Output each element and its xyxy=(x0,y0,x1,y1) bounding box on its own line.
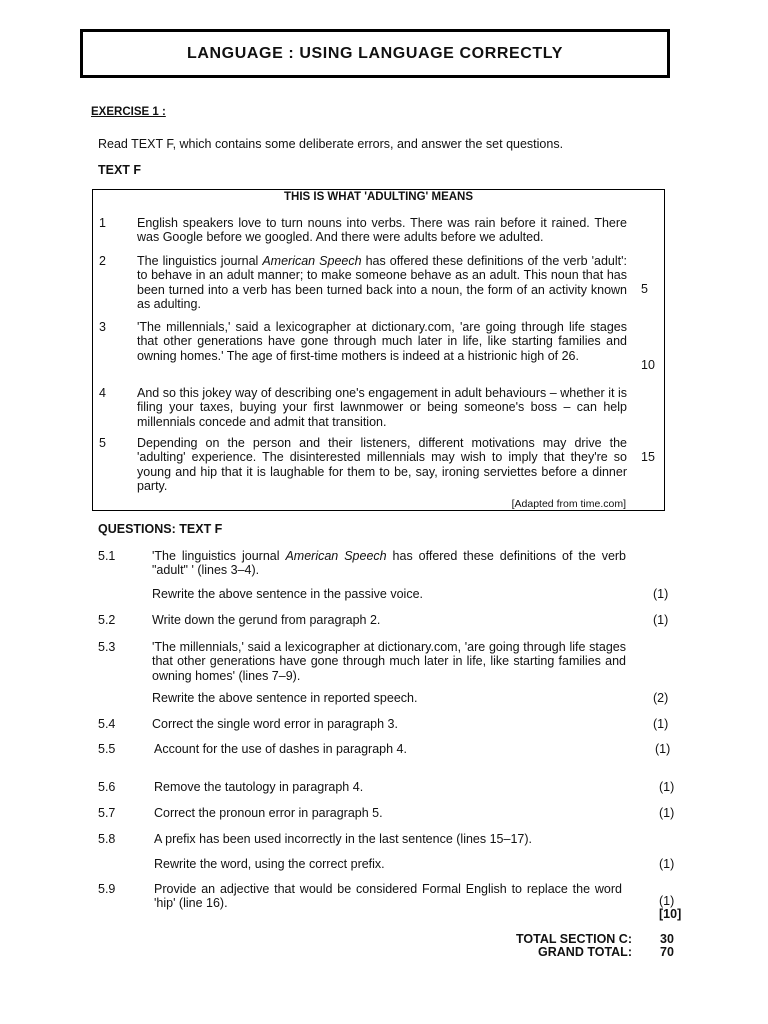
line-number: 5 xyxy=(641,282,648,296)
total-section-value: 30 xyxy=(660,932,674,946)
text-label: TEXT F xyxy=(98,163,142,177)
question-number: 5.5 xyxy=(98,742,116,756)
paragraph-5: Depending on the person and their listeners, different motivations may drive the 'adulting' experience. The disinterested millennials may wish to imply that they're so young and hip that it is laughable for them to be, say, ironing serviettes before a dinner party. xyxy=(137,436,627,493)
paragraph-2: The linguistics journal American Speech has offered these definitions of the verb 'adult': to behave in an adult manner; to make someone behave as an adult. This noun that has been turned into a verb has been turned back into a noun, the form of an activity known as adulting. xyxy=(137,254,627,311)
question-5-4-text: Correct the single word error in paragraph 3. xyxy=(152,717,398,731)
question-mark: (1) xyxy=(659,806,675,820)
question-number: 5.4 xyxy=(98,717,116,731)
question-mark: (1) xyxy=(659,857,675,871)
exercise-label: EXERCISE 1 : xyxy=(91,106,166,118)
question-number: 5.6 xyxy=(98,780,116,794)
question-5-3-instruction: Rewrite the above sentence in reported speech. xyxy=(152,691,418,705)
paragraph-number: 1 xyxy=(99,216,106,230)
journal-title: American Speech xyxy=(285,549,387,563)
question-mark: (1) xyxy=(659,780,675,794)
question-5-8-text: A prefix has been used incorrectly in the last sentence (lines 15–17). xyxy=(154,832,532,846)
question-5-5-text: Account for the use of dashes in paragraph 4. xyxy=(154,742,407,756)
question-number: 5.9 xyxy=(98,882,116,896)
page-header-box xyxy=(80,29,670,78)
paragraph-3: 'The millennials,' said a lexicographer at dictionary.com, 'are going through life stages that other generations have gone through much later in life, like starting families and owning homes.' The age of first-time mothers is indeed at a histrionic high of 26. xyxy=(137,320,627,363)
question-5-3-text: 'The millennials,' said a lexicographer at dictionary.com, 'are going through life stages that other generations have gone through much later in life, like starting families and owning homes' (lines 7–9). xyxy=(152,640,626,683)
question-5-6-text: Remove the tautology in paragraph 4. xyxy=(154,780,364,794)
question-5-2-text: Write down the gerund from paragraph 2. xyxy=(152,613,381,627)
question-mark: (1) xyxy=(653,717,669,731)
question-mark: (1) xyxy=(653,587,669,601)
paragraph-number: 2 xyxy=(99,254,106,268)
exercise-instructions: Read TEXT F, which contains some deliberate errors, and answer the set questions. xyxy=(98,137,564,151)
grand-total-label: GRAND TOTAL: xyxy=(538,945,632,959)
paragraph-4: And so this jokey way of describing one's engagement in adult behaviours – whether it is filing your taxes, buying your first lawnmower or being someone's boss – can help millennials concede and admit that transition. xyxy=(137,386,627,429)
questions-heading: QUESTIONS: TEXT F xyxy=(98,522,223,536)
source-citation: [Adapted from time.com] xyxy=(511,498,626,510)
journal-title: American Speech xyxy=(262,254,362,268)
line-number: 15 xyxy=(641,450,655,464)
question-mark: (1) xyxy=(655,742,671,756)
total-section-label: TOTAL SECTION C: xyxy=(516,932,632,946)
paragraph-number: 4 xyxy=(99,386,106,400)
text-f-box xyxy=(92,189,665,511)
question-number: 5.3 xyxy=(98,640,116,654)
question-5-8-instruction: Rewrite the word, using the correct prefix. xyxy=(154,857,385,871)
grand-total-value: 70 xyxy=(660,945,674,959)
question-number: 5.2 xyxy=(98,613,116,627)
paragraph-number: 5 xyxy=(99,436,106,450)
line-number: 10 xyxy=(641,358,655,372)
paragraph-1: English speakers love to turn nouns into verbs. There was rain before it rained. There was Google before we googled. And there were adults before we adulted. xyxy=(137,216,627,245)
question-5-1-text: 'The linguistics journal American Speech has offered these definitions of the verb "adult" ' (lines 3–4). xyxy=(152,549,627,578)
question-number: 5.7 xyxy=(98,806,116,820)
question-mark: (2) xyxy=(653,691,669,705)
question-number: 5.1 xyxy=(98,549,116,563)
text-f-title: THIS IS WHAT 'ADULTING' MEANS xyxy=(283,191,474,203)
question-5-9-text: Provide an adjective that would be considered Formal English to replace the word 'hip' (line 16). xyxy=(154,882,622,911)
question-5-1-instruction: Rewrite the above sentence in the passive voice. xyxy=(152,587,423,601)
question-5-7-text: Correct the pronoun error in paragraph 5. xyxy=(154,806,383,820)
paragraph-number: 3 xyxy=(99,320,106,334)
page-title: LANGUAGE : USING LANGUAGE CORRECTLY xyxy=(187,44,563,62)
question-number: 5.8 xyxy=(98,832,116,846)
question-mark: (1) xyxy=(659,894,675,908)
section-subtotal: [10] xyxy=(659,907,682,921)
question-mark: (1) xyxy=(653,613,669,627)
